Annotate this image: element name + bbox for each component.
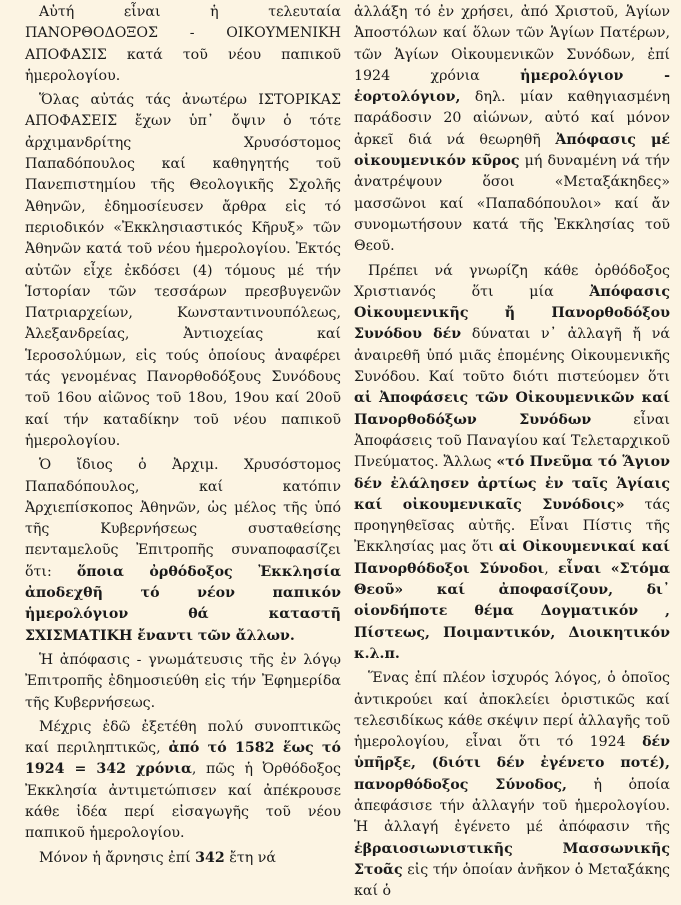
bold-text: ὅποια ὀρθόδοξος Ἐκκλησία ἀποδεχθῆ τό νέον παπικόν ἡμερολόγιον θά καταστῆ ΣΧΙΣΜΑΤΙΚΗ ἔναντι τῶν ἄλλων. [25,563,341,644]
bold-text: «τό Πνεῦμα τό Ἅγιον δέν ἐλάλησεν ἀρτίως ἐν ταῖς Ἁγίαις καί οἰκουμενικαῖς Συνόδοις» [354,454,670,513]
bold-text: Ἀπόφασις μέ οἰκουμενικόν κῦρος [354,131,670,170]
text: Αὐτή εἶναι ἡ τελευταία ΠΑΝΟΡΘΟΔΟΞΟΣ - ΟΙΚΟΥΜΕΝΙΚΗ ΑΠΟΦΑΣΙΣ κατά τοῦ νέου παπικοῦ ἡμερολογίου. [25,4,341,84]
paragraph [354,668,670,902]
paragraph [25,848,341,869]
bold-text: αἱ Οἰκουμενικαί καί Πανορθόδοξοι Σύνοδοι [354,539,670,577]
paragraph [25,650,341,714]
right-column [354,2,670,905]
bold-text: ἑβραιοσιωνιστικῆς Μασσωνικῆς Στοᾶς [354,840,670,878]
text: Ἡ ἀπόφασις - γνωμάτευσις τῆς ἐν λόγῳ Ἐπιτροπῆς ἐδημοσιεύθη εἰς τήν Ἐφημερίδα τῆς Κυβερνήσεως. [25,651,341,711]
text: Πρέπει νά γνωρίζη κάθε ὀρθόδοξος Χριστιανός ὅτι μία [354,262,670,300]
bold-text: 342 [195,849,225,866]
paragraph [354,261,670,666]
paragraph [25,455,341,647]
bold-text: ἀπό τό 1582 ἕως τό 1924 = 342 χρόνια [25,740,341,778]
text: δηλ. μίαν καθηγιασμένη παράδοσιν 20 αἰώνων, αὐτό καί μόνον ἀρκεῖ διά νά θεωρηθῆ [354,89,670,148]
text: Ὅλας αὐτάς τάς ἀνωτέρω ΙΣΤΟΡΙΚΑΣ ΑΠΟΦΑΣΕΙΣ ἔχων ὑπ᾽ ὄψιν ὁ τότε ἀρχιμανδρίτης Χρυσόστομος Παπαδόπουλος καί καθηγητής τοῦ Πανεπιστημίου τῆς Θεολογικῆς Σχολῆς Ἀθηνῶν, ἐδημοσίευσεν ἄρθρα εἰς τό περιοδικόν «Ἐκκλησιαστικός Κῆρυξ» τῶν Ἀθηνῶν κατά τοῦ νέου ἡμερολογίου. Ἐκτός αὐτῶν εἶχε ἐκδόσει (4) τόμους μέ τήν Ἱστορίαν τῶν τεσσάρων πρεσβυγενῶν Πατριαρχείων, Κωνσταντινουπόλεως, Ἀλεξανδρείας, Ἀντιοχείας καί Ἱεροσολύμων, εἰς τούς ὁποίους ἀναφέρει τάς γενομένας Πανορθοδόξους Συνόδους τοῦ 16ου αἰῶνος τοῦ 18ου, 19ου καί 20οῦ καί τήν καταδίκην τοῦ νέου παπικοῦ ἡμερολογίου. [25,92,341,449]
text: Ὁ ἴδιος ὁ Ἀρχιμ. Χρυσόστομος Παπαδόπουλος, καί κατόπιν Ἀρχιεπίσκοπος Ἀθηνῶν, ὡς μέλος τῆς ὑπό τῆς Κυβερνήσεως συσταθείσης πενταμελοῦς Ἐπιτροπῆς συναποφασίζει ὅτι: [25,457,341,580]
text: εἰς τήν ὁποίαν ἀνῆκον ὁ Μεταξάκης καί ὁ [354,861,670,900]
bold-text: ἡμερολόγιον - ἑορτολόγιον, [354,67,670,106]
paragraph [25,90,341,452]
bold-text: εἶναι «Στόμα Θεοῦ» καί ἀποφασίζουν, δι᾽ οἱονδήποτε θέμα Δογματικόν , Πίστεως, Ποιμαντικόν, Διοικητικόν κ.λ.π. [354,560,670,662]
text: εἶναι Ἀποφάσεις τοῦ Παναγίου καί Τελεταρχικοῦ Πνεύματος. Ἄλλως [354,411,670,471]
bold-text: δέν ὑπῆρξε, (διότι δέν ἐγένετο ποτέ), πανορθόδοξος Σύνοδος, [354,734,670,793]
paragraph [25,2,341,87]
text: ἔτη νά [224,849,276,866]
text: Ἕνας ἐπί πλέον ἰσχυρός λόγος, ὁ ὁποῖος ἀντικρούει καί ἀποκλείει ὁριστικῶς καί τελεσιδίκως κάθε σκέψιν περί ἀλλαγῆς τοῦ ἡμερολογίου, εἶναι ὅτι τό 1924 [354,670,670,751]
text: ἀλλάξη τό ἐν χρήσει, ἀπό Χριστοῦ, Ἁγίων Ἀποστόλων καί ὅλων τῶν Ἁγίων Πατέρων, τῶν Ἁγίων Οἰκουμενικῶν Συνόδων, ἐπί 1924 χρόνια [354,4,670,84]
paragraph [354,2,670,258]
text: Μέχρις ἐδῶ ἐξετέθη πολύ συνοπτικῶς καί περιληπτικῶς, [25,718,341,757]
text: Μόνον ἡ ἄρνησις ἐπί [39,849,196,866]
text: μή δυναμένη νά τήν ἀνατρέψουν ὅσοι «Μεταξάκηδες» μασσῶνοι καί «Παπαδόπουλοι» καί ἄν συνομωτήσουν κατά τῆς Ἐκκλησίας τοῦ Θεοῦ. [354,153,670,255]
text: ἡ ὁποία ἀπεφάσισε τήν ἀλλαγήν τοῦ ἡμερολογίου. Ἡ ἀλλαγή ἐγένετο μέ ἀπόφασιν τῆς [354,776,670,836]
text: , πῶς ἡ Ὀρθόδοξος Ἐκκλησία ἀντιμετώπισεν καί ἀπέκρουσε κάθε ἰδέα περί εἰσαγωγῆς τοῦ νέου παπικοῦ ἡμερολογίου. [25,761,341,842]
text: , [544,560,559,577]
bold-text: αἱ Ἀποφάσεις τῶν Οἰκουμενικῶν καί Πανορθοδόξων Συνόδων [354,390,670,428]
text: δύναται ν᾽ ἀλλαγῆ ἤ νά ἀναιρεθῆ ὑπό μιᾶς ἑπομένης Οἰκουμενικῆς Συνόδου. Καί τοῦτο διότι πιστεύομεν ὅτι [354,326,670,386]
left-column [25,2,341,872]
bold-text: Ἀπόφασις Οἰκουμενικῆς ἤ Πανορθοδόξου Συνόδου δέν [354,283,670,343]
paragraph [25,717,341,845]
text: τάς προηγηθεῖσας αὐτῆς. Εἶναι Πίστις τῆς Ἐκκλησίας μας ὅτι [354,496,670,556]
